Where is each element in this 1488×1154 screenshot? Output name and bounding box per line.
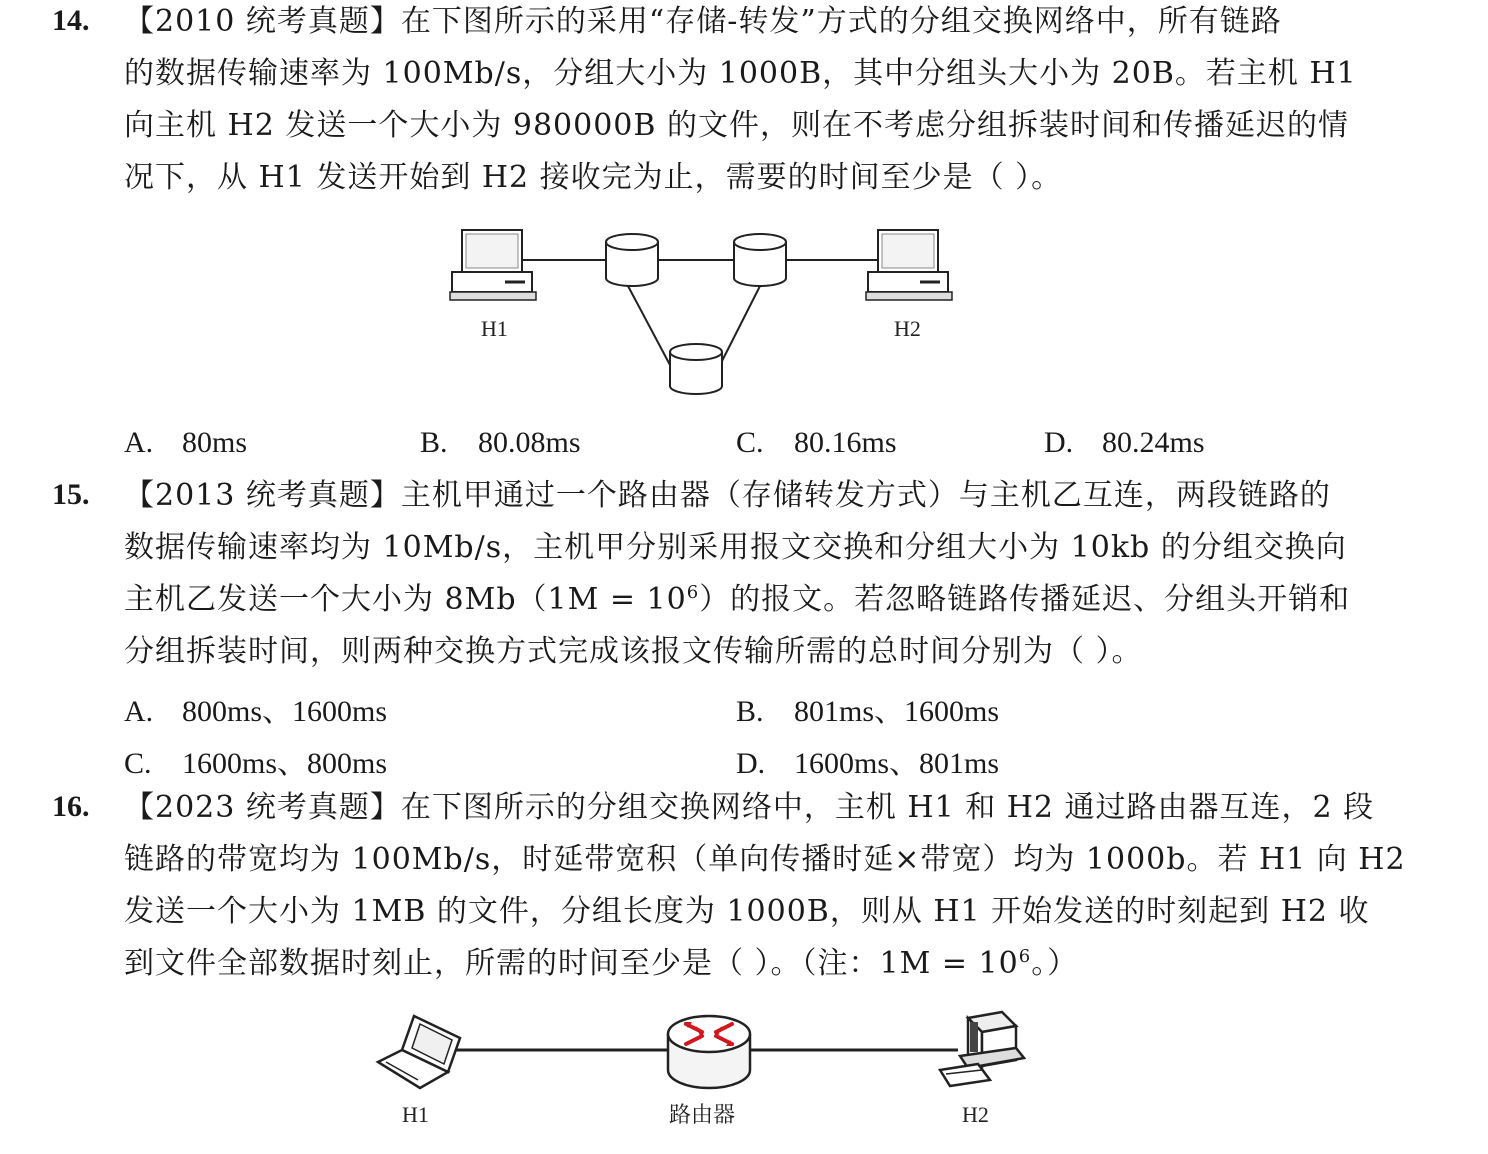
option-text: 1600ms、801ms <box>794 747 1000 780</box>
network-diagram-16 <box>378 1012 1024 1127</box>
question-number: 14. <box>52 4 90 37</box>
question-number: 15. <box>52 478 90 511</box>
option-text: 800ms、1600ms <box>182 695 388 728</box>
computer-icon <box>450 230 536 300</box>
question-text-line: 【2023 统考真题】在下图所示的分组交换网络中，主机 H1 和 H2 通过路由器互连，2 段 <box>124 790 1375 825</box>
node-cylinder-icon <box>670 344 722 394</box>
question-text-line <box>124 938 1424 990</box>
option-b <box>420 426 581 460</box>
option-label: D. <box>1044 426 1074 459</box>
option-text: 80.16ms <box>794 426 897 459</box>
host-label-h2: H2 <box>894 316 921 341</box>
option-d <box>1044 426 1205 460</box>
option-label: D. <box>736 747 766 780</box>
option-c <box>736 426 897 460</box>
option-d <box>736 738 999 782</box>
question-text-line: 【2013 统考真题】主机甲通过一个路由器（存储转发方式）与主机乙互连，两段链路的 <box>124 478 1331 513</box>
option-label: A. <box>124 426 154 459</box>
option-label: B. <box>420 426 448 459</box>
option-text: 80ms <box>182 426 248 459</box>
question-text-line: 发送一个大小为 1MB 的文件，分组长度为 1000B，则从 H1 开始发送的时刻起到 H2 收 <box>124 894 1370 929</box>
superscript: 6 <box>1018 946 1032 967</box>
text-segment: 主机乙发送一个大小为 8Mb（1M = 10 <box>124 582 687 617</box>
question-text-line: 数据传输速率均为 10Mb/s，主机甲分别采用报文交换和分组大小为 10kb 的分组交换向 <box>124 530 1347 565</box>
question-text-line: 【2010 统考真题】在下图所示的采用“存储-转发”方式的分组交换网络中，所有链路 <box>124 4 1282 39</box>
laptop-icon <box>378 1016 460 1088</box>
router-label: 路由器 <box>669 1102 736 1127</box>
router-icon <box>668 1016 750 1088</box>
question-text-line: 链路的带宽均为 100Mb/s，时延带宽积（单向传播时延×带宽）均为 1000b。若 H1 向 H2 <box>124 842 1406 877</box>
option-a <box>124 426 247 460</box>
question-text-line: 分组拆装时间，则两种交换方式完成该报文传输所需的总时间分别为（ ）。 <box>124 634 1143 669</box>
host-label-h1: H1 <box>481 316 508 341</box>
option-label: B. <box>736 695 764 728</box>
question-text-line <box>124 574 1424 626</box>
question-text-line: 向主机 H2 发送一个大小为 980000B 的文件，则在不考虑分组拆装时间和传播延迟的情 <box>124 108 1349 143</box>
question-text-line: 况下，从 H1 发送开始到 H2 接收完为止，需要的时间至少是（ ）。 <box>124 160 1063 195</box>
option-c <box>124 738 387 782</box>
option-label: A. <box>124 695 154 728</box>
text-segment: 到文件全部数据时刻止，所需的时间至少是（ ）。（注：1M = 10 <box>124 946 1019 981</box>
option-text: 801ms、1600ms <box>794 695 1000 728</box>
text-segment: ）的报文。若忽略链路传播延迟、分组头开销和 <box>699 582 1351 617</box>
text-segment: 。） <box>1031 946 1079 981</box>
option-text: 80.24ms <box>1102 426 1205 459</box>
option-a <box>124 686 387 730</box>
host-label-h2: H2 <box>962 1102 989 1127</box>
host-label-h1: H1 <box>402 1102 429 1127</box>
question-text-line: 的数据传输速率为 100Mb/s，分组大小为 1000B，其中分组头大小为 20B。若主机 H1 <box>124 56 1357 91</box>
option-b <box>736 686 999 730</box>
option-label: C. <box>736 426 764 459</box>
option-text: 1600ms、800ms <box>182 747 388 780</box>
option-text: 80.08ms <box>478 426 581 459</box>
option-label: C. <box>124 747 152 780</box>
superscript: 6 <box>686 582 700 603</box>
question-number: 16. <box>52 790 90 823</box>
node-cylinder-icon <box>606 234 658 286</box>
node-cylinder-icon <box>734 234 786 286</box>
computer-icon <box>866 230 952 300</box>
